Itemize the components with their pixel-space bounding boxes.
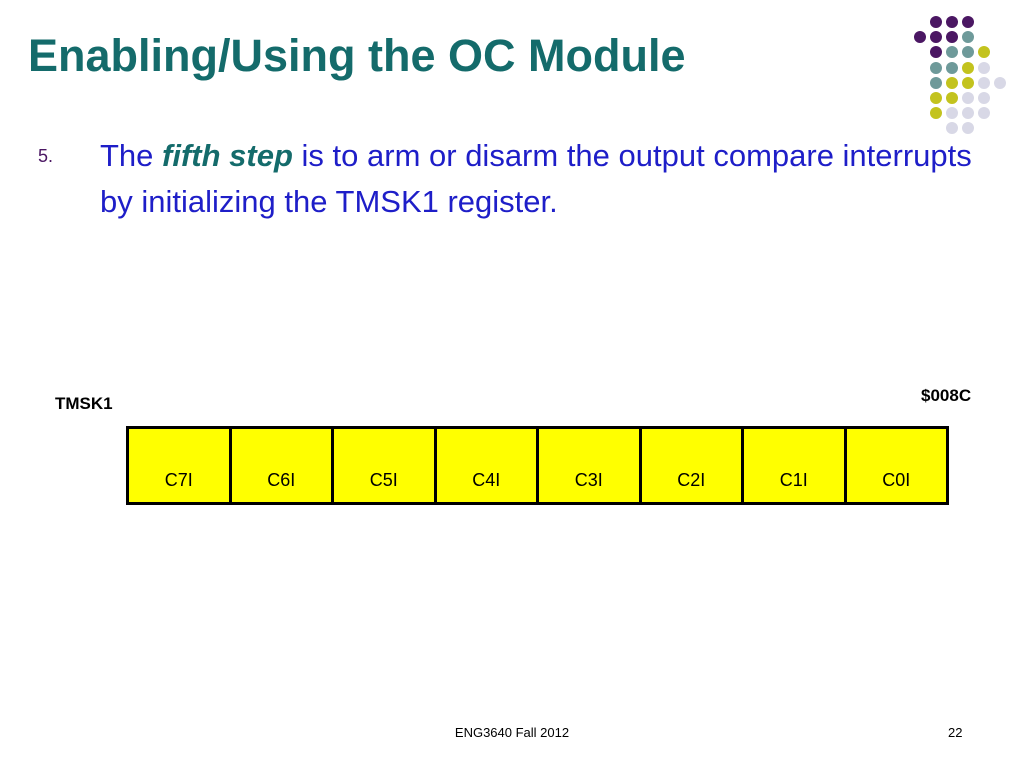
decor-dot <box>930 107 942 119</box>
decor-dot <box>946 16 958 28</box>
register-name: TMSK1 <box>55 394 113 413</box>
register-bit-cell: C5I <box>334 429 437 502</box>
register-bit-cell: C4I <box>437 429 540 502</box>
decor-dot <box>946 92 958 104</box>
decor-dot <box>930 46 942 58</box>
decor-dot <box>962 107 974 119</box>
decor-dot <box>962 31 974 43</box>
decor-dot <box>946 31 958 43</box>
decor-dot <box>978 92 990 104</box>
bullet-number: 5. <box>38 146 54 166</box>
decor-dot <box>962 62 974 74</box>
decor-dot <box>946 46 958 58</box>
slide-footer: ENG3640 Fall 2012 <box>454 725 570 740</box>
decor-dot <box>914 31 926 43</box>
bullet-text-suffix: is to arm or disarm the output compare interrupts by initializing the TMSK1 register. <box>100 138 972 219</box>
decor-dot <box>978 46 990 58</box>
register-bit-cell: C1I <box>744 429 847 502</box>
decor-dot <box>994 77 1006 89</box>
bullet-emphasis: fifth step <box>162 138 293 173</box>
page-number: 22 <box>948 725 963 740</box>
decor-dot <box>946 107 958 119</box>
decor-dot <box>978 62 990 74</box>
decor-dot <box>962 77 974 89</box>
register-address: $008C <box>921 386 972 405</box>
decor-dot <box>962 16 974 28</box>
register-bit-cell: C6I <box>232 429 335 502</box>
decor-dot <box>962 46 974 58</box>
register-bit-cell: C2I <box>642 429 745 502</box>
decor-dot <box>978 107 990 119</box>
decor-dot <box>930 62 942 74</box>
decor-dot <box>930 31 942 43</box>
decor-dot <box>978 77 990 89</box>
register-bit-cell: C7I <box>129 429 232 502</box>
decor-dot <box>930 92 942 104</box>
decor-dot <box>962 92 974 104</box>
register-bit-table <box>126 426 949 505</box>
decor-dot <box>946 77 958 89</box>
decor-dot <box>946 62 958 74</box>
bullet-text-prefix: The <box>100 138 154 173</box>
register-bit-cell: C3I <box>539 429 642 502</box>
register-bit-cell: C0I <box>847 429 947 502</box>
decor-dot <box>930 16 942 28</box>
slide-title: Enabling/Using the OC Module <box>28 30 686 81</box>
decor-dot <box>930 77 942 89</box>
bullet-text <box>100 133 1000 225</box>
